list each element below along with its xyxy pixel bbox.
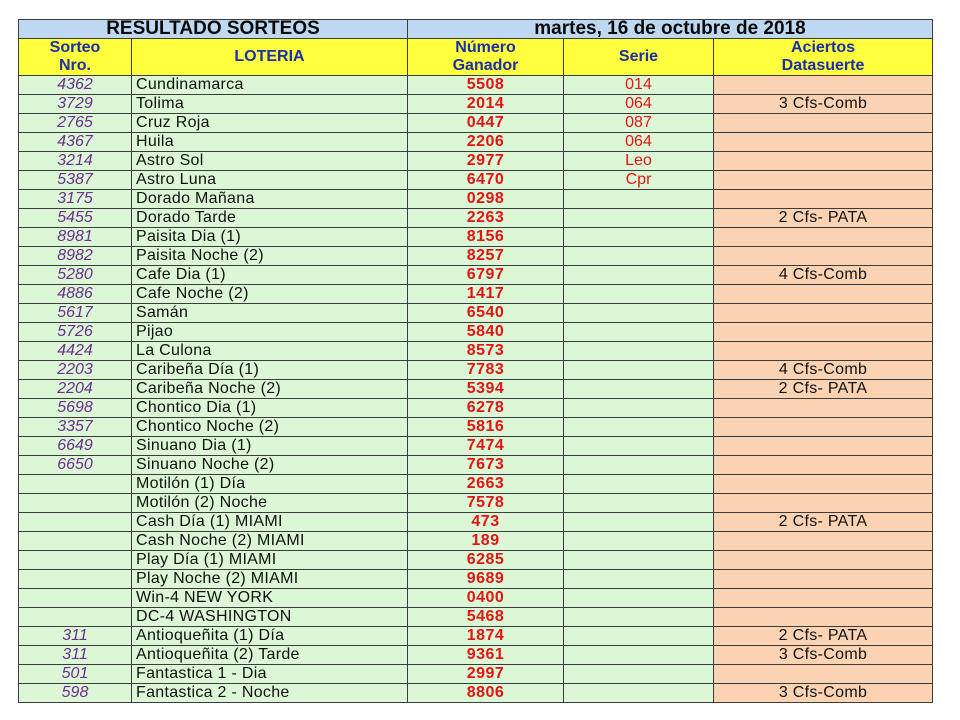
cell-sorteo-nro: 4424 [19, 342, 132, 361]
header-numero-line2: Ganador [452, 57, 519, 74]
cell-loteria: Cafe Dia (1) [132, 266, 408, 285]
cell-loteria: Astro Sol [132, 152, 408, 171]
cell-sorteo-nro: 3729 [19, 95, 132, 114]
table-row [19, 399, 933, 418]
cell-loteria: Play Día (1) MIAMI [132, 551, 408, 570]
cell-serie [564, 342, 714, 361]
column-header-row [19, 39, 933, 76]
cell-numero-ganador: 8156 [408, 228, 564, 247]
cell-sorteo-nro: 501 [19, 665, 132, 684]
table-row [19, 570, 933, 589]
table-row [19, 608, 933, 627]
cell-numero-ganador: 0298 [408, 190, 564, 209]
cell-loteria: Caribeña Noche (2) [132, 380, 408, 399]
header-sorteo-line2: Nro. [59, 57, 91, 74]
cell-numero-ganador: 1874 [408, 627, 564, 646]
cell-sorteo-nro [19, 532, 132, 551]
cell-numero-ganador: 8806 [408, 684, 564, 703]
cell-numero-ganador: 2997 [408, 665, 564, 684]
cell-loteria: Pijao [132, 323, 408, 342]
cell-aciertos [714, 342, 933, 361]
cell-numero-ganador: 5508 [408, 76, 564, 95]
table-row [19, 228, 933, 247]
cell-serie [564, 646, 714, 665]
cell-numero-ganador: 2663 [408, 475, 564, 494]
header-aciertos [714, 39, 933, 76]
cell-sorteo-nro: 6649 [19, 437, 132, 456]
cell-aciertos [714, 570, 933, 589]
cell-aciertos [714, 133, 933, 152]
cell-numero-ganador: 6285 [408, 551, 564, 570]
cell-loteria: Tolima [132, 95, 408, 114]
table-row [19, 589, 933, 608]
cell-numero-ganador: 5840 [408, 323, 564, 342]
cell-serie [564, 190, 714, 209]
cell-sorteo-nro: 5617 [19, 304, 132, 323]
cell-aciertos [714, 494, 933, 513]
table-row [19, 551, 933, 570]
cell-aciertos [714, 323, 933, 342]
table-row [19, 76, 933, 95]
cell-aciertos: 2 Cfs- PATA [714, 513, 933, 532]
cell-loteria: Sinuano Dia (1) [132, 437, 408, 456]
results-table-body [19, 20, 933, 703]
cell-numero-ganador: 473 [408, 513, 564, 532]
cell-serie: 064 [564, 133, 714, 152]
cell-numero-ganador: 6278 [408, 399, 564, 418]
cell-serie [564, 456, 714, 475]
cell-loteria: Fantastica 1 - Dia [132, 665, 408, 684]
cell-serie [564, 266, 714, 285]
table-row [19, 513, 933, 532]
cell-sorteo-nro: 5280 [19, 266, 132, 285]
cell-loteria: Huila [132, 133, 408, 152]
cell-numero-ganador: 5816 [408, 418, 564, 437]
cell-serie [564, 323, 714, 342]
cell-numero-ganador: 7673 [408, 456, 564, 475]
cell-serie [564, 532, 714, 551]
cell-aciertos [714, 114, 933, 133]
cell-aciertos: 2 Cfs- PATA [714, 209, 933, 228]
cell-serie [564, 494, 714, 513]
cell-serie [564, 570, 714, 589]
cell-serie [564, 304, 714, 323]
cell-serie [564, 228, 714, 247]
cell-loteria: Antioqueñita (2) Tarde [132, 646, 408, 665]
cell-loteria: La Culona [132, 342, 408, 361]
cell-numero-ganador: 2014 [408, 95, 564, 114]
cell-serie [564, 418, 714, 437]
cell-loteria: Fantastica 2 - Noche [132, 684, 408, 703]
cell-aciertos: 4 Cfs-Comb [714, 361, 933, 380]
cell-sorteo-nro: 3357 [19, 418, 132, 437]
cell-loteria: Cruz Roja [132, 114, 408, 133]
cell-serie: 014 [564, 76, 714, 95]
table-row [19, 152, 933, 171]
cell-loteria: Motilón (1) Día [132, 475, 408, 494]
cell-sorteo-nro: 311 [19, 627, 132, 646]
header-sorteo-nro [19, 39, 132, 76]
cell-serie: 087 [564, 114, 714, 133]
table-row [19, 380, 933, 399]
header-aciertos-line2: Datasuerte [781, 57, 865, 74]
cell-aciertos [714, 285, 933, 304]
cell-sorteo-nro: 4886 [19, 285, 132, 304]
cell-numero-ganador: 5468 [408, 608, 564, 627]
table-row [19, 323, 933, 342]
cell-loteria: Astro Luna [132, 171, 408, 190]
cell-aciertos [714, 76, 933, 95]
cell-aciertos [714, 551, 933, 570]
report-date: martes, 16 de octubre de 2018 [408, 20, 933, 39]
cell-serie [564, 437, 714, 456]
cell-aciertos: 2 Cfs- PATA [714, 627, 933, 646]
cell-serie: 064 [564, 95, 714, 114]
cell-serie [564, 608, 714, 627]
cell-numero-ganador: 189 [408, 532, 564, 551]
cell-loteria: Samán [132, 304, 408, 323]
table-row [19, 361, 933, 380]
cell-serie [564, 475, 714, 494]
table-row [19, 475, 933, 494]
cell-aciertos [714, 532, 933, 551]
cell-loteria: Paisita Dia (1) [132, 228, 408, 247]
cell-sorteo-nro: 5387 [19, 171, 132, 190]
cell-sorteo-nro [19, 570, 132, 589]
cell-loteria: Caribeña Día (1) [132, 361, 408, 380]
cell-aciertos: 3 Cfs-Comb [714, 646, 933, 665]
cell-aciertos: 2 Cfs- PATA [714, 380, 933, 399]
cell-numero-ganador: 8573 [408, 342, 564, 361]
cell-serie [564, 589, 714, 608]
cell-numero-ganador: 8257 [408, 247, 564, 266]
cell-aciertos [714, 228, 933, 247]
cell-numero-ganador: 1417 [408, 285, 564, 304]
table-row [19, 437, 933, 456]
cell-sorteo-nro: 3175 [19, 190, 132, 209]
cell-serie [564, 380, 714, 399]
table-row [19, 171, 933, 190]
cell-aciertos [714, 304, 933, 323]
table-row [19, 114, 933, 133]
table-row [19, 456, 933, 475]
cell-sorteo-nro [19, 475, 132, 494]
table-row [19, 247, 933, 266]
cell-numero-ganador: 9689 [408, 570, 564, 589]
cell-aciertos [714, 152, 933, 171]
cell-aciertos: 3 Cfs-Comb [714, 684, 933, 703]
cell-sorteo-nro [19, 589, 132, 608]
cell-sorteo-nro: 6650 [19, 456, 132, 475]
table-row [19, 285, 933, 304]
cell-loteria: Dorado Mañana [132, 190, 408, 209]
cell-aciertos [714, 399, 933, 418]
table-row [19, 190, 933, 209]
report-title: RESULTADO SORTEOS [19, 20, 408, 39]
cell-loteria: Cundinamarca [132, 76, 408, 95]
cell-sorteo-nro: 2765 [19, 114, 132, 133]
cell-serie: Cpr [564, 171, 714, 190]
table-row [19, 304, 933, 323]
cell-numero-ganador: 6797 [408, 266, 564, 285]
cell-sorteo-nro [19, 608, 132, 627]
cell-aciertos [714, 171, 933, 190]
cell-aciertos [714, 437, 933, 456]
cell-aciertos [714, 190, 933, 209]
cell-sorteo-nro: 5455 [19, 209, 132, 228]
cell-aciertos [714, 418, 933, 437]
cell-numero-ganador: 2206 [408, 133, 564, 152]
cell-serie: Leo [564, 152, 714, 171]
cell-aciertos [714, 247, 933, 266]
cell-serie [564, 551, 714, 570]
cell-numero-ganador: 2977 [408, 152, 564, 171]
cell-loteria: Chontico Noche (2) [132, 418, 408, 437]
cell-sorteo-nro [19, 551, 132, 570]
cell-aciertos: 3 Cfs-Comb [714, 95, 933, 114]
table-row [19, 418, 933, 437]
table-row [19, 133, 933, 152]
cell-aciertos [714, 589, 933, 608]
cell-loteria: Paisita Noche (2) [132, 247, 408, 266]
cell-numero-ganador: 9361 [408, 646, 564, 665]
cell-loteria: Dorado Tarde [132, 209, 408, 228]
cell-sorteo-nro [19, 513, 132, 532]
table-row [19, 342, 933, 361]
cell-loteria: Cafe Noche (2) [132, 285, 408, 304]
cell-aciertos [714, 475, 933, 494]
table-row [19, 665, 933, 684]
cell-sorteo-nro: 8982 [19, 247, 132, 266]
cell-sorteo-nro [19, 494, 132, 513]
cell-aciertos [714, 608, 933, 627]
cell-sorteo-nro: 4367 [19, 133, 132, 152]
cell-serie [564, 361, 714, 380]
cell-numero-ganador: 0447 [408, 114, 564, 133]
cell-numero-ganador: 7474 [408, 437, 564, 456]
cell-numero-ganador: 7783 [408, 361, 564, 380]
cell-serie [564, 627, 714, 646]
cell-sorteo-nro: 5726 [19, 323, 132, 342]
cell-sorteo-nro: 5698 [19, 399, 132, 418]
cell-aciertos [714, 456, 933, 475]
cell-numero-ganador: 5394 [408, 380, 564, 399]
cell-numero-ganador: 0400 [408, 589, 564, 608]
table-row [19, 532, 933, 551]
cell-numero-ganador: 6470 [408, 171, 564, 190]
cell-serie [564, 285, 714, 304]
table-row [19, 494, 933, 513]
cell-loteria: Antioqueñita (1) Día [132, 627, 408, 646]
cell-loteria: Chontico Dia (1) [132, 399, 408, 418]
header-serie: Serie [564, 39, 714, 76]
header-numero-line1: Número [455, 39, 516, 56]
table-row [19, 95, 933, 114]
cell-sorteo-nro: 598 [19, 684, 132, 703]
table-row [19, 266, 933, 285]
cell-loteria: Sinuano Noche (2) [132, 456, 408, 475]
table-row [19, 209, 933, 228]
cell-sorteo-nro: 2203 [19, 361, 132, 380]
header-aciertos-line1: Aciertos [790, 39, 856, 56]
cell-loteria: Win-4 NEW YORK [132, 589, 408, 608]
header-sorteo-line1: Sorteo [49, 39, 101, 56]
cell-serie [564, 684, 714, 703]
title-row [19, 20, 933, 39]
header-numero-ganador [408, 39, 564, 76]
header-loteria: LOTERIA [132, 39, 408, 76]
cell-aciertos: 4 Cfs-Comb [714, 266, 933, 285]
table-row [19, 684, 933, 703]
cell-sorteo-nro: 4362 [19, 76, 132, 95]
cell-loteria: Cash Noche (2) MIAMI [132, 532, 408, 551]
cell-aciertos [714, 665, 933, 684]
cell-loteria: DC-4 WASHINGTON [132, 608, 408, 627]
cell-sorteo-nro: 311 [19, 646, 132, 665]
cell-serie [564, 209, 714, 228]
cell-sorteo-nro: 8981 [19, 228, 132, 247]
cell-sorteo-nro: 2204 [19, 380, 132, 399]
results-table [18, 19, 933, 703]
table-row [19, 627, 933, 646]
cell-loteria: Motilón (2) Noche [132, 494, 408, 513]
cell-numero-ganador: 7578 [408, 494, 564, 513]
cell-serie [564, 399, 714, 418]
cell-numero-ganador: 2263 [408, 209, 564, 228]
cell-numero-ganador: 6540 [408, 304, 564, 323]
cell-loteria: Play Noche (2) MIAMI [132, 570, 408, 589]
cell-loteria: Cash Día (1) MIAMI [132, 513, 408, 532]
cell-serie [564, 247, 714, 266]
cell-serie [564, 665, 714, 684]
cell-sorteo-nro: 3214 [19, 152, 132, 171]
cell-serie [564, 513, 714, 532]
table-row [19, 646, 933, 665]
